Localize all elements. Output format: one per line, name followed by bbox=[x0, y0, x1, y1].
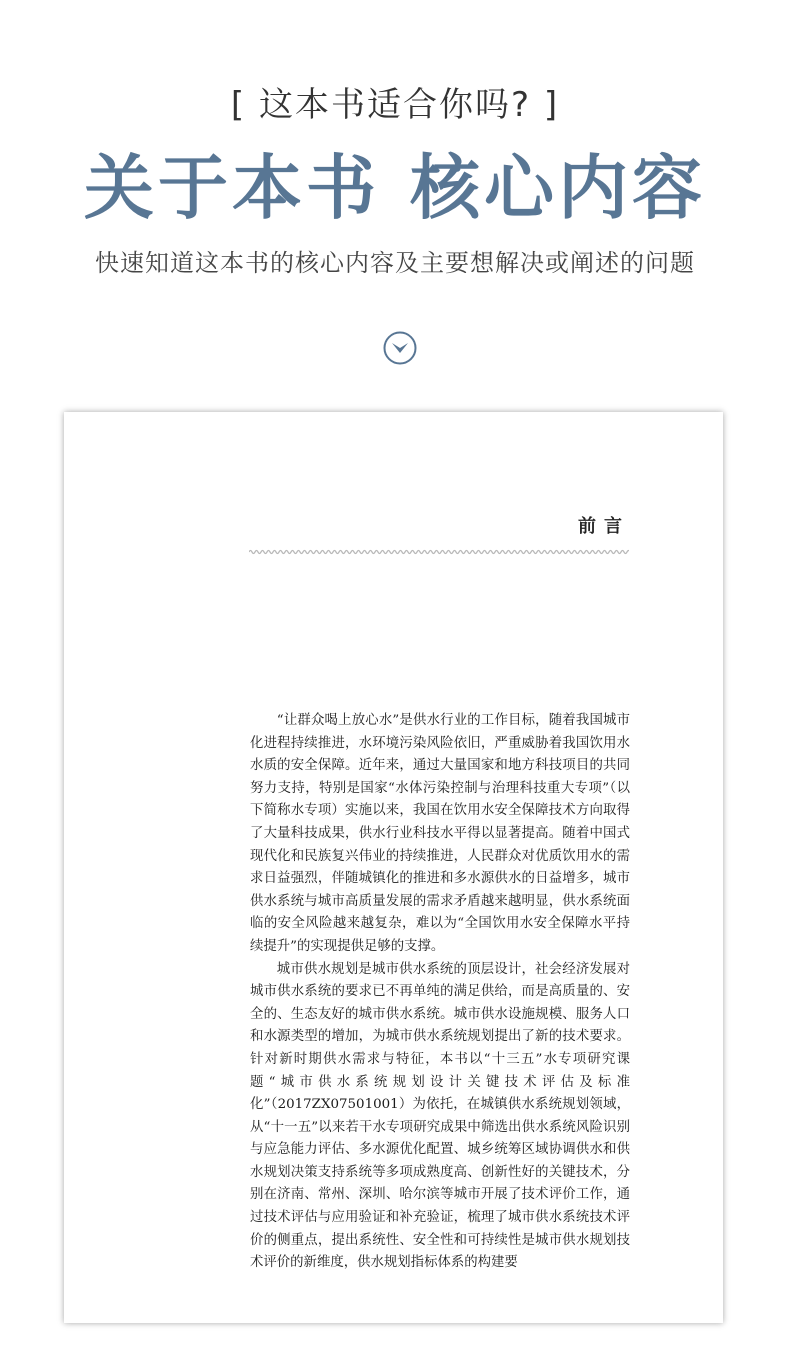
chevron-down-circle-icon bbox=[383, 331, 417, 365]
headline bbox=[0, 138, 790, 238]
wavy-divider bbox=[249, 548, 629, 556]
subtitle: 快速知道这本书的核心内容及主要想解决或阐述的问题 bbox=[95, 249, 695, 277]
preface-body bbox=[250, 710, 630, 1275]
section-question: [ 这本书适合你吗? ] bbox=[230, 85, 560, 125]
preface-paragraph-1: “让群众喝上放心水”是供水行业的工作目标，随着我国城市化进程持续推进，水环境污染风险依旧，严重威胁着我国饮用水水质的安全保障。近年来，通过大量国家和地方科技项目的共同努力支持，特别是国家“水体污染控制与治理科技重大专项”（以下简称水专项）实施以来，我国在饮用水安全保障技术方向取得了大量科技成果，供水行业科技水平得以显著提高。随着中国式现代化和民族复兴伟业的持续推进，人民群众对优质饮用水的需求日益强烈，伴随城镇化的推进和多水源供水的日益增多，城市供水系统与城市高质量发展的需求矛盾越来越明显，供水系统面临的安全风险越来越复杂，难以为“全国饮用水安全保障水平持续提升”的实现提供足够的支撑。 bbox=[250, 713, 630, 954]
headline-part-2: 核心内容 bbox=[410, 146, 706, 229]
headline-part-1: 关于本书 bbox=[84, 146, 380, 229]
preface-title: 前言 bbox=[578, 516, 630, 537]
preface-paragraph-2: 城市供水规划是城市供水系统的顶层设计，社会经济发展对城市供水系统的要求已不再单纯的满足供给，而是高质量的、安全的、生态友好的城市供水系统。城市供水设施规模、服务人口和水源类型的增加，为城市供水系统规划提出了新的技术要求。针对新时期供水需求与特征，本书以“十三五”水专项研究课题“城市供水系统规划设计关键技术评估及标准化”（2017ZX07501001）为依托，在城镇供水系统规划领域，从“十一五”以来若干水专项研究成果中筛选出供水系统风险识别与应急能力评估、多水源优化配置、城乡统筹区域协调供水和供水规划决策支持系统等多项成熟度高、创新性好的关键技术，分别在济南、常州、深圳、哈尔滨等城市开展了技术评价工作，通过技术评估与应用验证和补充验证，梳理了城市供水系统技术评价的侧重点，提出系统性、安全性和可持续性是城市供水规划技术评价的新维度，供水规划指标体系的构建要 bbox=[250, 961, 630, 1271]
